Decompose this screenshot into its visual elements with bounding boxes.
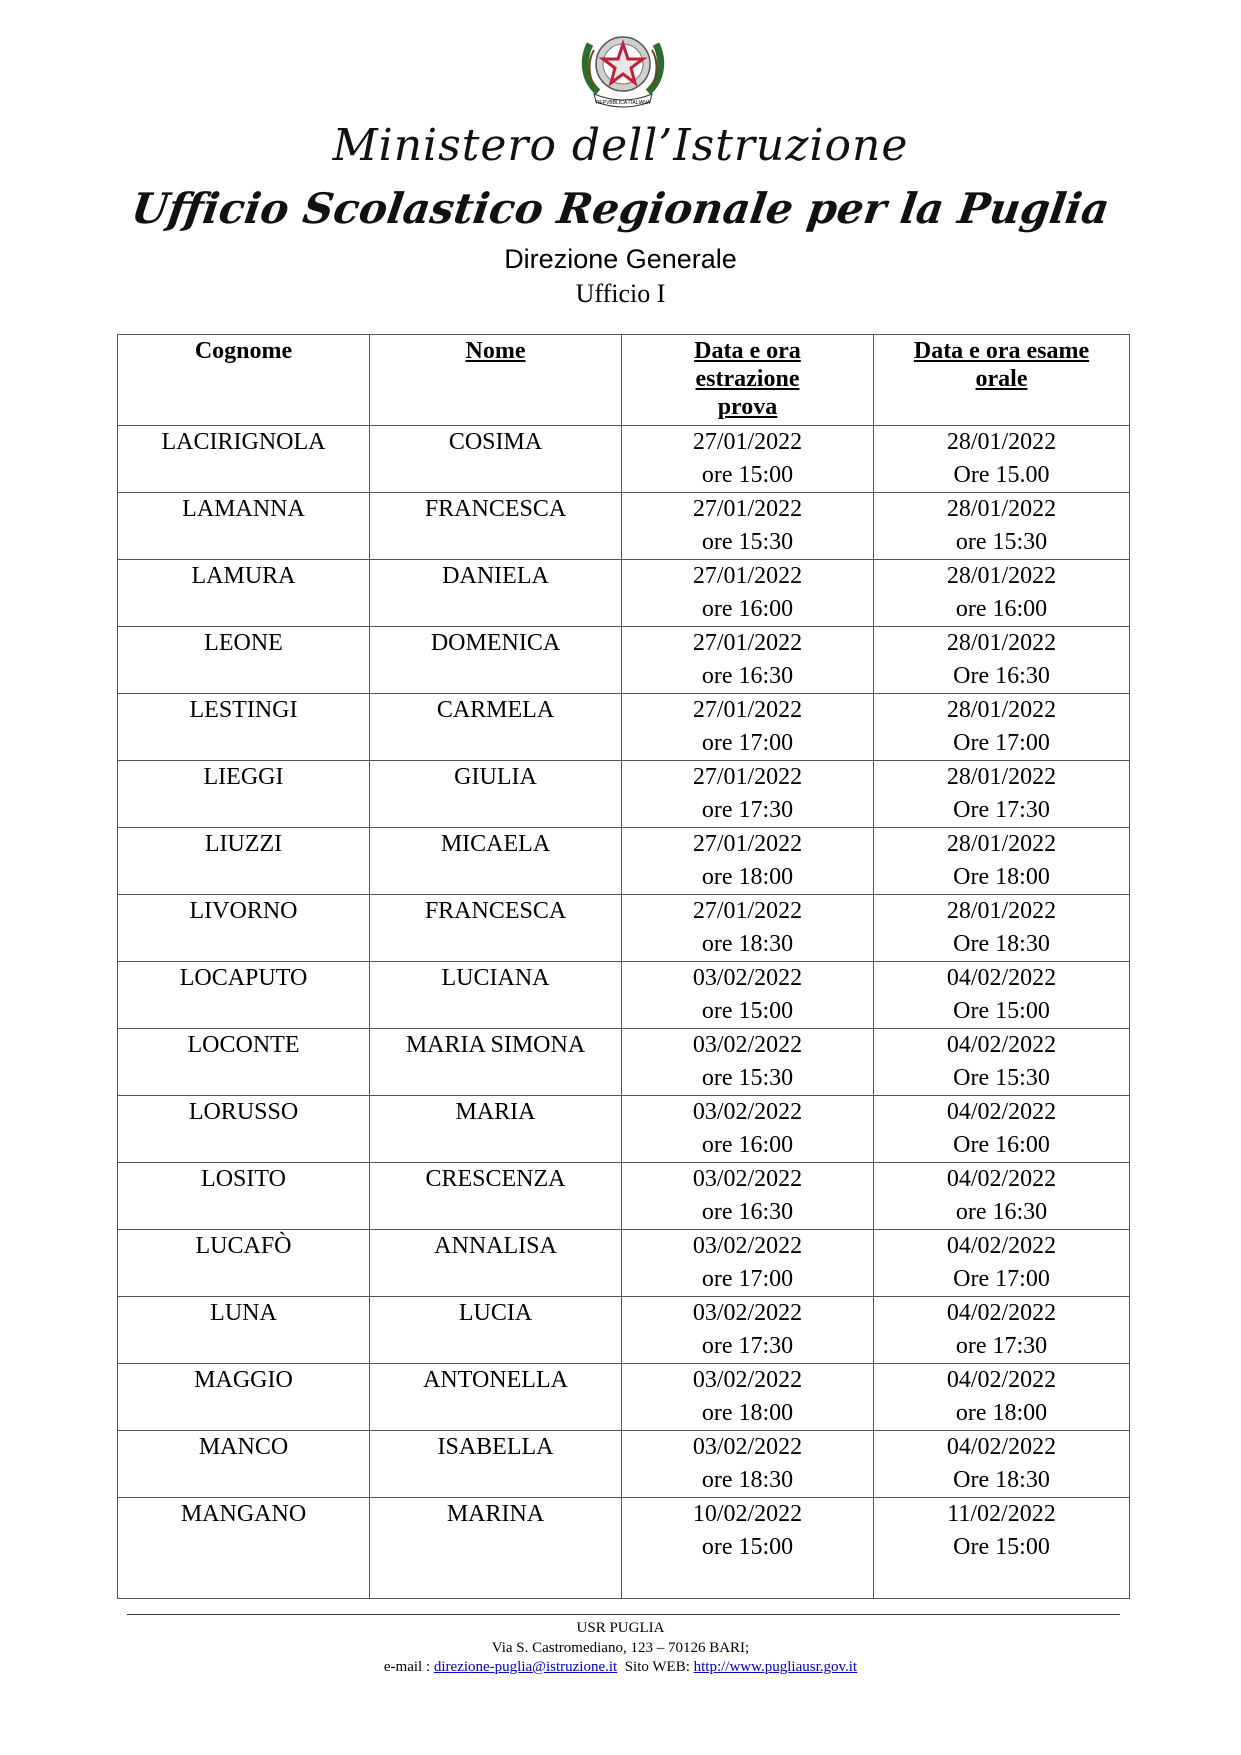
estrazione-date: 27/01/2022 xyxy=(692,831,803,857)
email-link[interactable]: direzione-puglia@istruzione.it xyxy=(433,1659,618,1675)
esame-time: Ore 18:00 xyxy=(953,864,1050,890)
estrazione-time: ore 17:30 xyxy=(701,1333,794,1359)
esame-time: ore 18:00 xyxy=(955,1400,1048,1426)
header-estrazione: Data e ora estrazione prova xyxy=(622,335,874,426)
esame-date: 04/02/2022 xyxy=(946,1166,1057,1192)
estrazione-time: ore 15:30 xyxy=(701,1065,794,1091)
header-esame: Data e ora esame orale xyxy=(874,335,1130,426)
cell-estrazione xyxy=(622,1364,874,1431)
header-nome: Nome xyxy=(370,335,622,426)
esame-date: 28/01/2022 xyxy=(946,764,1057,790)
estrazione-time: ore 16:30 xyxy=(701,1199,794,1225)
ufficio-subtitle: Ufficio I xyxy=(575,279,666,308)
estrazione-time: ore 18:30 xyxy=(701,1467,794,1493)
cell-nome: MARIA SIMONA xyxy=(370,1029,622,1096)
cell-cognome: LOCONTE xyxy=(118,1029,370,1096)
cell-nome: DOMENICA xyxy=(370,627,622,694)
esame-time: Ore 18:30 xyxy=(953,1467,1050,1493)
footer-divider xyxy=(127,1614,1120,1615)
estrazione-time: ore 17:00 xyxy=(701,730,794,756)
cell-estrazione xyxy=(622,1230,874,1297)
cell-estrazione xyxy=(622,761,874,828)
esame-date: 04/02/2022 xyxy=(946,1300,1057,1326)
cell-esame xyxy=(874,828,1130,895)
cell-cognome: LIVORNO xyxy=(118,895,370,962)
table-row xyxy=(118,1163,1130,1230)
table-row xyxy=(118,1096,1130,1163)
esame-time: Ore 17:00 xyxy=(953,730,1050,756)
esame-time: Ore 18:30 xyxy=(953,931,1050,957)
schedule-table xyxy=(117,334,1130,1599)
cell-cognome: MANGANO xyxy=(118,1498,370,1599)
estrazione-date: 03/02/2022 xyxy=(692,1032,803,1058)
esame-date: 11/02/2022 xyxy=(947,1501,1056,1527)
office-title: Ufficio Scolastico Regionale per la Puglia xyxy=(128,184,1113,233)
esame-time: Ore 15:00 xyxy=(953,998,1050,1024)
cell-esame xyxy=(874,761,1130,828)
table-row xyxy=(118,761,1130,828)
table-row xyxy=(118,1364,1130,1431)
estrazione-time: ore 16:00 xyxy=(701,596,794,622)
estrazione-date: 03/02/2022 xyxy=(692,1233,803,1259)
cell-nome: COSIMA xyxy=(370,426,622,493)
estrazione-time: ore 15:00 xyxy=(701,1534,794,1560)
web-label: Sito WEB: xyxy=(624,1659,690,1675)
cell-esame xyxy=(874,627,1130,694)
esame-date: 28/01/2022 xyxy=(946,898,1057,924)
estrazione-date: 03/02/2022 xyxy=(692,1300,803,1326)
esame-time: Ore 15:00 xyxy=(953,1534,1050,1560)
table-row xyxy=(118,694,1130,761)
cell-cognome: LOCAPUTO xyxy=(118,962,370,1029)
esame-date: 04/02/2022 xyxy=(946,1032,1057,1058)
estrazione-time: ore 17:30 xyxy=(701,797,794,823)
esame-date: 28/01/2022 xyxy=(946,697,1057,723)
estrazione-date: 03/02/2022 xyxy=(692,1434,803,1460)
cell-esame xyxy=(874,1297,1130,1364)
cell-esame xyxy=(874,560,1130,627)
table-row xyxy=(118,962,1130,1029)
cell-nome: ANTONELLA xyxy=(370,1364,622,1431)
estrazione-date: 03/02/2022 xyxy=(692,1367,803,1393)
cell-nome: CARMELA xyxy=(370,694,622,761)
table-body xyxy=(118,426,1130,1599)
cell-estrazione xyxy=(622,560,874,627)
ministry-title: Ministero dell’Istruzione xyxy=(332,120,909,171)
esame-time: ore 16:00 xyxy=(955,596,1048,622)
esame-time: Ore 17:00 xyxy=(953,1266,1050,1292)
cell-esame xyxy=(874,1431,1130,1498)
esame-date: 28/01/2022 xyxy=(946,496,1057,522)
esame-date: 04/02/2022 xyxy=(946,1434,1057,1460)
estrazione-time: ore 15:00 xyxy=(701,998,794,1024)
cell-estrazione xyxy=(622,627,874,694)
estrazione-date: 10/02/2022 xyxy=(692,1501,803,1527)
cell-estrazione xyxy=(622,1096,874,1163)
cell-nome: ANNALISA xyxy=(370,1230,622,1297)
cell-cognome: LORUSSO xyxy=(118,1096,370,1163)
cell-nome: MARINA xyxy=(370,1498,622,1599)
cell-esame xyxy=(874,1163,1130,1230)
table-row xyxy=(118,1431,1130,1498)
cell-nome: FRANCESCA xyxy=(370,895,622,962)
esame-time: ore 16:30 xyxy=(955,1199,1048,1225)
cell-esame xyxy=(874,426,1130,493)
header-cognome: Cognome xyxy=(118,335,370,426)
cell-esame xyxy=(874,1230,1130,1297)
cell-nome: DANIELA xyxy=(370,560,622,627)
estrazione-date: 27/01/2022 xyxy=(692,898,803,924)
cell-cognome: LESTINGI xyxy=(118,694,370,761)
esame-time: Ore 16:30 xyxy=(953,663,1050,689)
estrazione-date: 03/02/2022 xyxy=(692,1166,803,1192)
estrazione-time: ore 18:00 xyxy=(701,1400,794,1426)
esame-date: 28/01/2022 xyxy=(946,563,1057,589)
cell-nome: CRESCENZA xyxy=(370,1163,622,1230)
cell-cognome: LUNA xyxy=(118,1297,370,1364)
web-link[interactable]: http://www.pugliausr.gov.it xyxy=(693,1659,858,1675)
cell-cognome: LIUZZI xyxy=(118,828,370,895)
email-label: e-mail : xyxy=(383,1659,431,1675)
estrazione-date: 27/01/2022 xyxy=(692,496,803,522)
cell-estrazione xyxy=(622,1297,874,1364)
cell-esame xyxy=(874,1029,1130,1096)
cell-nome: MICAELA xyxy=(370,828,622,895)
direzione-subtitle: Direzione Generale xyxy=(504,244,737,274)
estrazione-date: 03/02/2022 xyxy=(692,1099,803,1125)
esame-date: 28/01/2022 xyxy=(946,630,1057,656)
table-row xyxy=(118,1230,1130,1297)
cell-esame xyxy=(874,493,1130,560)
estrazione-time: ore 16:00 xyxy=(701,1132,794,1158)
cell-estrazione xyxy=(622,493,874,560)
emblem-ribbon-text: REPVBBLICA ITALIANA xyxy=(595,100,651,106)
table-row xyxy=(118,828,1130,895)
cell-cognome: LOSITO xyxy=(118,1163,370,1230)
estrazione-date: 27/01/2022 xyxy=(692,764,803,790)
estrazione-date: 27/01/2022 xyxy=(692,697,803,723)
esame-date: 04/02/2022 xyxy=(946,1233,1057,1259)
table-row xyxy=(118,895,1130,962)
esame-time: Ore 16:00 xyxy=(953,1132,1050,1158)
cell-cognome: LIEGGI xyxy=(118,761,370,828)
cell-cognome: LAMURA xyxy=(118,560,370,627)
table-row xyxy=(118,560,1130,627)
cell-estrazione xyxy=(622,426,874,493)
footer-org: USR PUGLIA xyxy=(576,1620,665,1636)
cell-estrazione xyxy=(622,694,874,761)
estrazione-time: ore 18:30 xyxy=(701,931,794,957)
estrazione-time: ore 16:30 xyxy=(701,663,794,689)
cell-nome: FRANCESCA xyxy=(370,493,622,560)
footer-contacts xyxy=(0,1658,1241,1677)
cell-estrazione xyxy=(622,1431,874,1498)
esame-date: 04/02/2022 xyxy=(946,1099,1057,1125)
cell-cognome: LUCAFÒ xyxy=(118,1230,370,1297)
footer-address: Via S. Castromediano, 123 – 70126 BARI; xyxy=(491,1640,750,1656)
cell-estrazione xyxy=(622,895,874,962)
esame-date: 04/02/2022 xyxy=(946,965,1057,991)
esame-time: Ore 15.00 xyxy=(953,462,1050,488)
table-header xyxy=(118,335,1130,426)
table-row xyxy=(118,1029,1130,1096)
cell-nome: MARIA xyxy=(370,1096,622,1163)
cell-esame xyxy=(874,1498,1130,1599)
esame-time: ore 15:30 xyxy=(955,529,1048,555)
esame-time: Ore 15:30 xyxy=(953,1065,1050,1091)
cell-nome: GIULIA xyxy=(370,761,622,828)
cell-nome: LUCIA xyxy=(370,1297,622,1364)
cell-cognome: MANCO xyxy=(118,1431,370,1498)
esame-date: 28/01/2022 xyxy=(946,831,1057,857)
esame-date: 28/01/2022 xyxy=(946,429,1057,455)
cell-estrazione xyxy=(622,1029,874,1096)
estrazione-date: 27/01/2022 xyxy=(692,429,803,455)
table-row xyxy=(118,1297,1130,1364)
cell-nome: LUCIANA xyxy=(370,962,622,1029)
estrazione-date: 27/01/2022 xyxy=(692,563,803,589)
cell-estrazione xyxy=(622,828,874,895)
estrazione-date: 03/02/2022 xyxy=(692,965,803,991)
esame-time: Ore 17:30 xyxy=(953,797,1050,823)
cell-esame xyxy=(874,962,1130,1029)
cell-esame xyxy=(874,895,1130,962)
table-row xyxy=(118,627,1130,694)
cell-estrazione xyxy=(622,1163,874,1230)
estrazione-time: ore 15:00 xyxy=(701,462,794,488)
cell-esame xyxy=(874,1364,1130,1431)
repubblica-italiana-emblem-icon xyxy=(580,22,666,112)
estrazione-time: ore 17:00 xyxy=(701,1266,794,1292)
cell-cognome: MAGGIO xyxy=(118,1364,370,1431)
cell-esame xyxy=(874,1096,1130,1163)
estrazione-time: ore 15:30 xyxy=(701,529,794,555)
table-row xyxy=(118,1498,1130,1599)
cell-estrazione xyxy=(622,1498,874,1599)
table-row xyxy=(118,493,1130,560)
cell-cognome: LACIRIGNOLA xyxy=(118,426,370,493)
cell-cognome: LEONE xyxy=(118,627,370,694)
table-row xyxy=(118,426,1130,493)
esame-date: 04/02/2022 xyxy=(946,1367,1057,1393)
estrazione-date: 27/01/2022 xyxy=(692,630,803,656)
esame-time: ore 17:30 xyxy=(955,1333,1048,1359)
cell-esame xyxy=(874,694,1130,761)
estrazione-time: ore 18:00 xyxy=(701,864,794,890)
cell-nome: ISABELLA xyxy=(370,1431,622,1498)
cell-cognome: LAMANNA xyxy=(118,493,370,560)
cell-estrazione xyxy=(622,962,874,1029)
